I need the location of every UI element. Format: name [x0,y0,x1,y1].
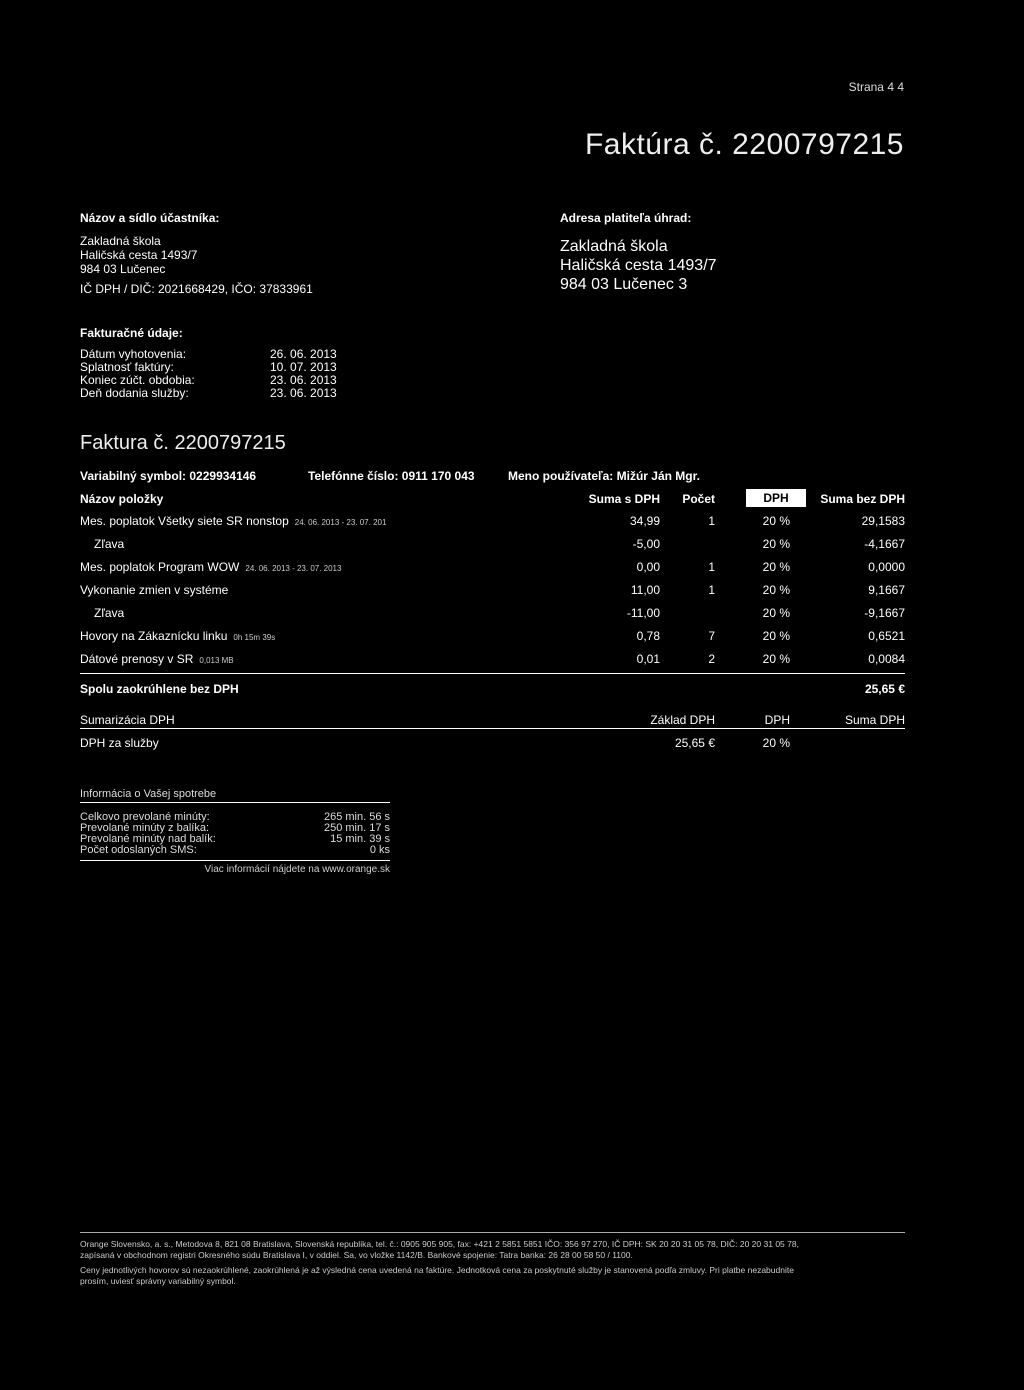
item-dph: 20 % [762,606,790,620]
item-suma: 11,00 [630,583,660,597]
item-name: Zľava [94,606,125,620]
usage-label: Prevolané minúty nad balík: [80,833,216,845]
item-name: Zľava [94,537,125,551]
billing-block [80,326,337,400]
payer-city: 984 03 Lučenec 3 [560,276,688,293]
items-total [80,673,905,700]
vat-row-rate: 20 % [762,736,790,750]
vat-summary-row [80,729,905,751]
item-note: 24. 06. 2013 - 23. 07. 2013 [245,564,342,573]
usage-value: 265 min. 56 s [323,811,390,823]
usage-label: Počet odoslaných SMS: [80,844,197,856]
vat-summary-header [80,711,905,729]
item-suma: -5,00 [632,537,660,551]
section-invoice-title: Faktura č. 2200797215 [80,432,286,454]
item-note: 0,013 MB [199,656,234,665]
item-pocet: 1 [708,560,715,574]
item-suma: 0,01 [636,652,660,666]
billing-row [80,387,337,400]
item-name: Mes. poplatok Všetky siete SR nonstop [80,514,289,528]
item-bez: -4,1667 [864,537,905,551]
billing-label: Splatnosť faktúry: [80,360,174,374]
usage-value: 250 min. 17 s [323,822,390,834]
item-dph: 20 % [762,629,790,643]
item-pocet: 2 [708,652,715,666]
item-pocet: 1 [708,583,715,597]
usage-title: Informácia o Vašej spotrebe [80,788,390,803]
header-pocet: Počet [682,492,715,506]
billing-table [80,348,337,400]
item-bez: 29,1583 [861,514,905,528]
vat-summary [80,711,905,751]
variable-symbol: Variabilný symbol: 0229934146 [80,469,257,483]
invoice-title: Faktúra č. 2200797215 [584,128,904,161]
subscriber-block [80,211,313,296]
footer-company: Orange Slovensko, a. s., Metodova 8, 821 08 Bratislava, Slovenská republika, tel. č.: 0905 905 905, fax: +421 2 5851 5851 IČO: 356 97 270, IČ DPH: SK 20 20 31 05 78, DIČ: 20 20 31 05 78, [80,1239,799,1249]
items-table [80,488,905,700]
item-row [80,602,905,625]
header-bez: Suma bez DPH [820,492,905,506]
item-bez: 0,0084 [868,652,905,666]
subscriber-tax-ids: IČ DPH / DIČ: 2021668429, IČO: 37833961 [80,282,313,296]
usage-divider [80,860,390,861]
usage-more-info: Viac informácií nájdete na www.orange.sk [204,864,390,875]
user-name: Meno používateľa: Mižúr Ján Mgr. [508,469,700,483]
item-dph: 20 % [762,537,790,551]
header-suma: Suma s DPH [588,492,660,506]
footer-registration: zapísaná v obchodnom registri Okresného súdu Bratislava I, v oddiel. Sa, vo vložke 1142/B. Bankové spojenie: Tatra banka: 26 28 00 58 50 / 1100. [80,1250,633,1260]
usage-label: Celkovo prevolané minúty: [80,811,210,823]
vat-row-label: DPH za služby [80,736,159,750]
usage-value: 0 ks [369,844,390,856]
vat-rate-header: DPH [764,713,790,727]
vat-summary-title: Sumarizácia DPH [80,713,175,727]
item-row [80,625,905,648]
vat-sum-header: Suma DPH [844,713,905,727]
items-header [80,488,905,510]
footer [80,1232,905,1287]
item-dph: 20 % [762,583,790,597]
billing-value: 23. 06. 2013 [270,373,337,387]
item-row [80,510,905,533]
item-pocet: 1 [708,514,715,528]
billing-label: Dátum vyhotovenia: [80,347,187,361]
item-name: Dátové prenosy v SR [80,652,194,666]
item-pocet: 7 [708,629,715,643]
billing-label: Koniec zúčt. obdobia: [80,373,195,387]
billing-value: 10. 07. 2013 [270,360,337,374]
item-bez: 0,6521 [868,629,905,643]
item-note: 24. 06. 2013 - 23. 07. 201 [294,518,387,527]
item-name: Vykonanie zmien v systéme [80,583,229,597]
usage-label: Prevolané minúty z balíka: [80,822,210,834]
total-value: 25,65 € [864,682,905,696]
usage-table [80,812,390,856]
item-bez: 9,1667 [868,583,905,597]
item-bez: -9,1667 [864,606,905,620]
vat-row-base: 25,65 € [674,736,715,750]
subscriber-heading: Názov a sídlo účastníka: [80,211,220,225]
footer-divider [80,1232,905,1233]
header-dph: DPH [746,489,810,507]
item-row [80,556,905,579]
usage-value: 15 min. 39 s [330,833,390,845]
item-suma: -11,00 [626,606,660,620]
usage-info [80,788,390,875]
billing-value: 23. 06. 2013 [270,386,337,400]
item-suma: 34,99 [629,514,660,528]
page-number: Strana 4 4 [848,80,904,94]
subscriber-name: Zakladná škola [80,234,161,248]
total-label: Spolu zaokrúhlene bez DPH [80,682,239,696]
item-row [80,648,905,671]
item-row [80,533,905,556]
vat-base-header: Základ DPH [650,713,715,727]
item-dph: 20 % [762,560,790,574]
subscriber-street: Haličská cesta 1493/7 [80,248,198,262]
item-name: Mes. poplatok Program WOW [80,560,240,574]
item-row [80,579,905,602]
footer-pricing-note: Ceny jednotlivých hovorov sú nezaokrúhlené, zaokrúhlená je až výsledná cena uvedená na faktúre. Jednotková cena za poskytnuté služby je stanovená podľa zmluvy. Pri platbe nezabudnite [80,1265,794,1275]
subscriber-city: 984 03 Lučenec [80,262,166,276]
item-dph: 20 % [762,514,790,528]
billing-value: 26. 06. 2013 [270,347,337,361]
usage-row [80,845,390,856]
payer-street: Haličská cesta 1493/7 [560,257,717,274]
payer-name: Zakladná škola [560,238,668,255]
header-name: Názov položky [80,492,164,506]
item-suma: 0,78 [636,629,660,643]
item-dph: 20 % [762,652,790,666]
item-name: Hovory na Zákaznícku linku [80,629,228,643]
footer-payment-note: prosím, uviesť správny variabilný symbol. [80,1276,236,1286]
payer-block [560,211,717,294]
payer-heading: Adresa platiteľa úhrad: [560,211,692,225]
billing-label: Deň dodania služby: [80,386,189,400]
item-suma: 0,00 [636,560,660,574]
billing-heading: Fakturačné údaje: [80,326,183,340]
phone-number: Telefónne číslo: 0911 170 043 [308,469,475,483]
item-note: 0h 15m 39s [233,633,276,642]
item-bez: 0,0000 [868,560,905,574]
